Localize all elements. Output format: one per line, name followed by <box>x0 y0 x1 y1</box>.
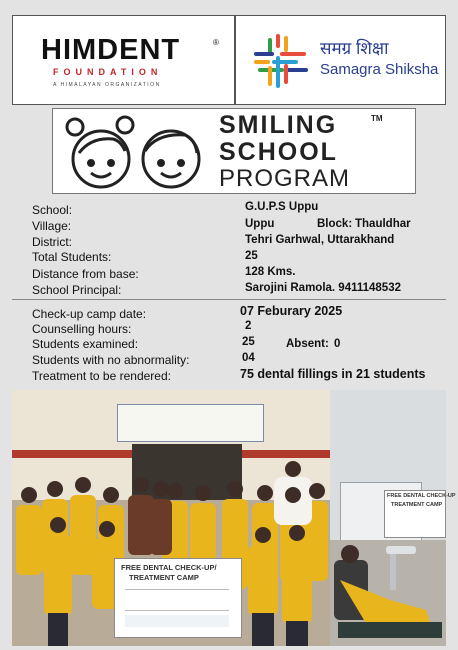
camp-banner-logos <box>125 589 229 611</box>
camp-banner-line1: FREE DENTAL CHECK-UP/ <box>121 563 217 572</box>
village-value: Uppu <box>245 218 275 230</box>
treatment-label: Treatment to be rendered: <box>32 369 171 383</box>
camp-date-label: Check-up camp date: <box>32 307 147 321</box>
tagline-text: A HIMALAYAN ORGANIZATION <box>53 82 161 88</box>
absent-value: 0 <box>334 338 341 350</box>
total-students-label: Total Students: <box>32 250 112 264</box>
camp-banner <box>114 558 242 638</box>
principal-label: School Principal: <box>32 283 122 297</box>
smiling-kids-icon <box>61 113 221 191</box>
counselling-value: 2 <box>245 320 252 332</box>
camp-date-value: 07 Feburary 2025 <box>240 304 343 318</box>
side-banner-line1: FREE DENTAL CHECK-UP <box>387 493 456 499</box>
block-label: Block: <box>317 218 353 230</box>
program-title-line2: SCHOOL <box>219 138 338 166</box>
dental-chair-icon <box>330 540 446 646</box>
school-signboard <box>117 404 264 442</box>
principal-value: Sarojini Ramola. 9411148532 <box>245 282 401 294</box>
himdent-logo <box>12 15 235 105</box>
district-value: Tehri Garhwal, Uttarakhand <box>245 234 395 246</box>
section-divider <box>12 299 446 300</box>
absent-label: Absent: <box>286 338 329 350</box>
himdent-wordmark: HIMDENT <box>41 34 181 66</box>
no-abnormality-value: 04 <box>242 352 255 364</box>
examined-label: Students examined: <box>32 337 139 351</box>
foundation-text: FOUNDATION <box>53 67 163 77</box>
samagra-english-text: Samagra Shiksha <box>320 61 439 78</box>
side-banner-line2: TREATMENT CAMP <box>391 502 443 508</box>
trademark-mark: TM <box>371 114 383 123</box>
camp-banner-footer <box>125 615 229 627</box>
no-abnormality-label: Students with no abnormality: <box>32 353 190 367</box>
examined-value: 25 <box>242 336 255 348</box>
distance-value: 128 Kms. <box>245 266 296 278</box>
program-title-line1: SMILING <box>219 111 338 139</box>
counselling-label: Counselling hours: <box>32 322 132 336</box>
total-students-value: 25 <box>245 250 258 262</box>
school-value: G.U.P.S Uppu <box>245 201 319 213</box>
dental-checkup-photo <box>330 390 456 646</box>
distance-label: Distance from base: <box>32 267 139 281</box>
samagra-emblem-icon <box>248 32 312 92</box>
school-label: School: <box>32 203 73 217</box>
treatment-value: 75 dental fillings in 21 students <box>240 367 426 381</box>
district-label: District: <box>32 235 72 249</box>
side-camp-banner <box>384 490 456 538</box>
smiling-school-banner <box>52 108 416 194</box>
camp-banner-line2: TREATMENT CAMP <box>129 573 199 582</box>
samagra-hindi-text: समग्र शिक्षा <box>320 39 389 58</box>
registered-mark: ® <box>213 38 219 47</box>
samagra-shiksha-logo <box>235 15 446 105</box>
group-photo <box>12 390 330 646</box>
program-title-line3: PROGRAM <box>219 165 351 192</box>
village-label: Village: <box>32 219 72 233</box>
block-value: Thauldhar <box>355 218 411 230</box>
